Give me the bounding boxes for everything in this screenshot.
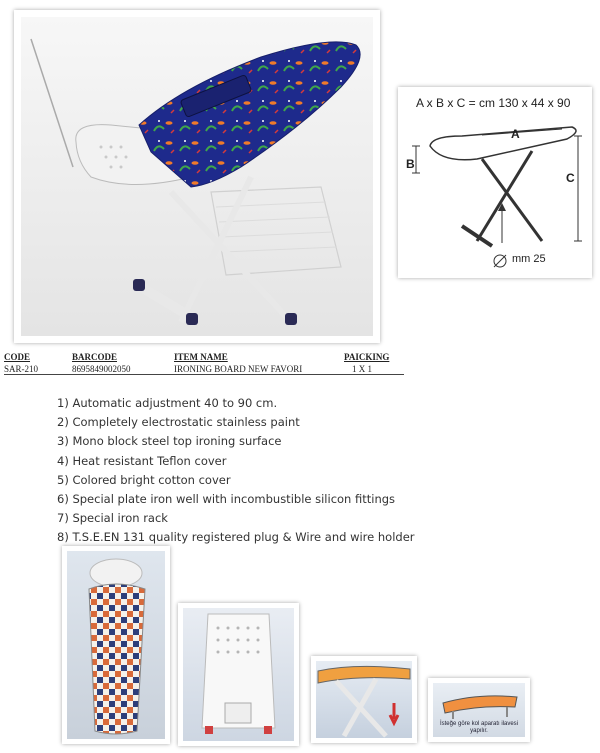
legs-illustration — [316, 661, 412, 738]
feature-list — [57, 394, 415, 548]
label-b: B — [406, 157, 415, 171]
cell-code: SAR-210 — [4, 363, 72, 375]
dimension-text: A x B x C = cm 130 x 44 x 90 — [416, 96, 571, 110]
product-info-table — [4, 350, 404, 375]
list-item: 2) Completely electrostatic stainless paint — [57, 415, 300, 430]
header-packing: PAICKING — [344, 351, 390, 362]
board-line-drawing — [402, 91, 588, 274]
thumbnail-image — [67, 551, 165, 739]
thumbnail-image — [183, 608, 294, 741]
iron-rest-illustration — [183, 608, 294, 741]
thumbnail-legs — [311, 656, 417, 743]
header-barcode: BARCODE — [72, 351, 118, 362]
product-photo-frame — [14, 10, 380, 343]
thumbnail-arm-attachment — [428, 678, 530, 742]
dimension-diagram-frame — [398, 87, 592, 278]
thumbnail-iron-rest — [178, 603, 299, 746]
list-item: 3) Mono block steel top ironing surface — [57, 434, 282, 449]
thumbnail-caption: İsteğe göre kol aparatı ilavesi yapılır. — [439, 721, 519, 734]
header-item-name: ITEM NAME — [174, 351, 228, 362]
list-item: 4) Heat resistant Teflon cover — [57, 453, 227, 468]
dimension-diagram — [402, 91, 588, 274]
thumbnail-checkered-cover — [62, 546, 170, 744]
list-item: 8) T.S.E.EN 131 quality registered plug & Wire and wire holder — [57, 530, 415, 545]
list-item: 1) Automatic adjustment 40 to 90 cm. — [57, 396, 278, 410]
thumbnail-image — [433, 683, 525, 737]
table-header-row — [4, 350, 404, 363]
list-item: 6) Special plate iron well with incombustible silicon fittings — [57, 491, 396, 506]
thumbnail-image — [316, 661, 412, 738]
table-row — [4, 363, 404, 375]
ironing-board-illustration — [21, 17, 373, 336]
cell-item-name: IRONING BOARD NEW FAVORI — [174, 363, 344, 375]
list-item: 5) Colored bright cotton cover — [57, 472, 231, 487]
label-a: A — [511, 127, 520, 141]
label-c: C — [566, 171, 575, 185]
product-photo — [21, 17, 373, 336]
leg-size-label: mm 25 — [512, 253, 546, 265]
cell-barcode: 8695849002050 — [72, 363, 174, 375]
cell-packing: 1 X 1 — [344, 363, 404, 375]
header-code: CODE — [4, 351, 31, 362]
checkered-board-illustration — [67, 551, 165, 739]
list-item: 7) Special iron rack — [57, 511, 168, 526]
